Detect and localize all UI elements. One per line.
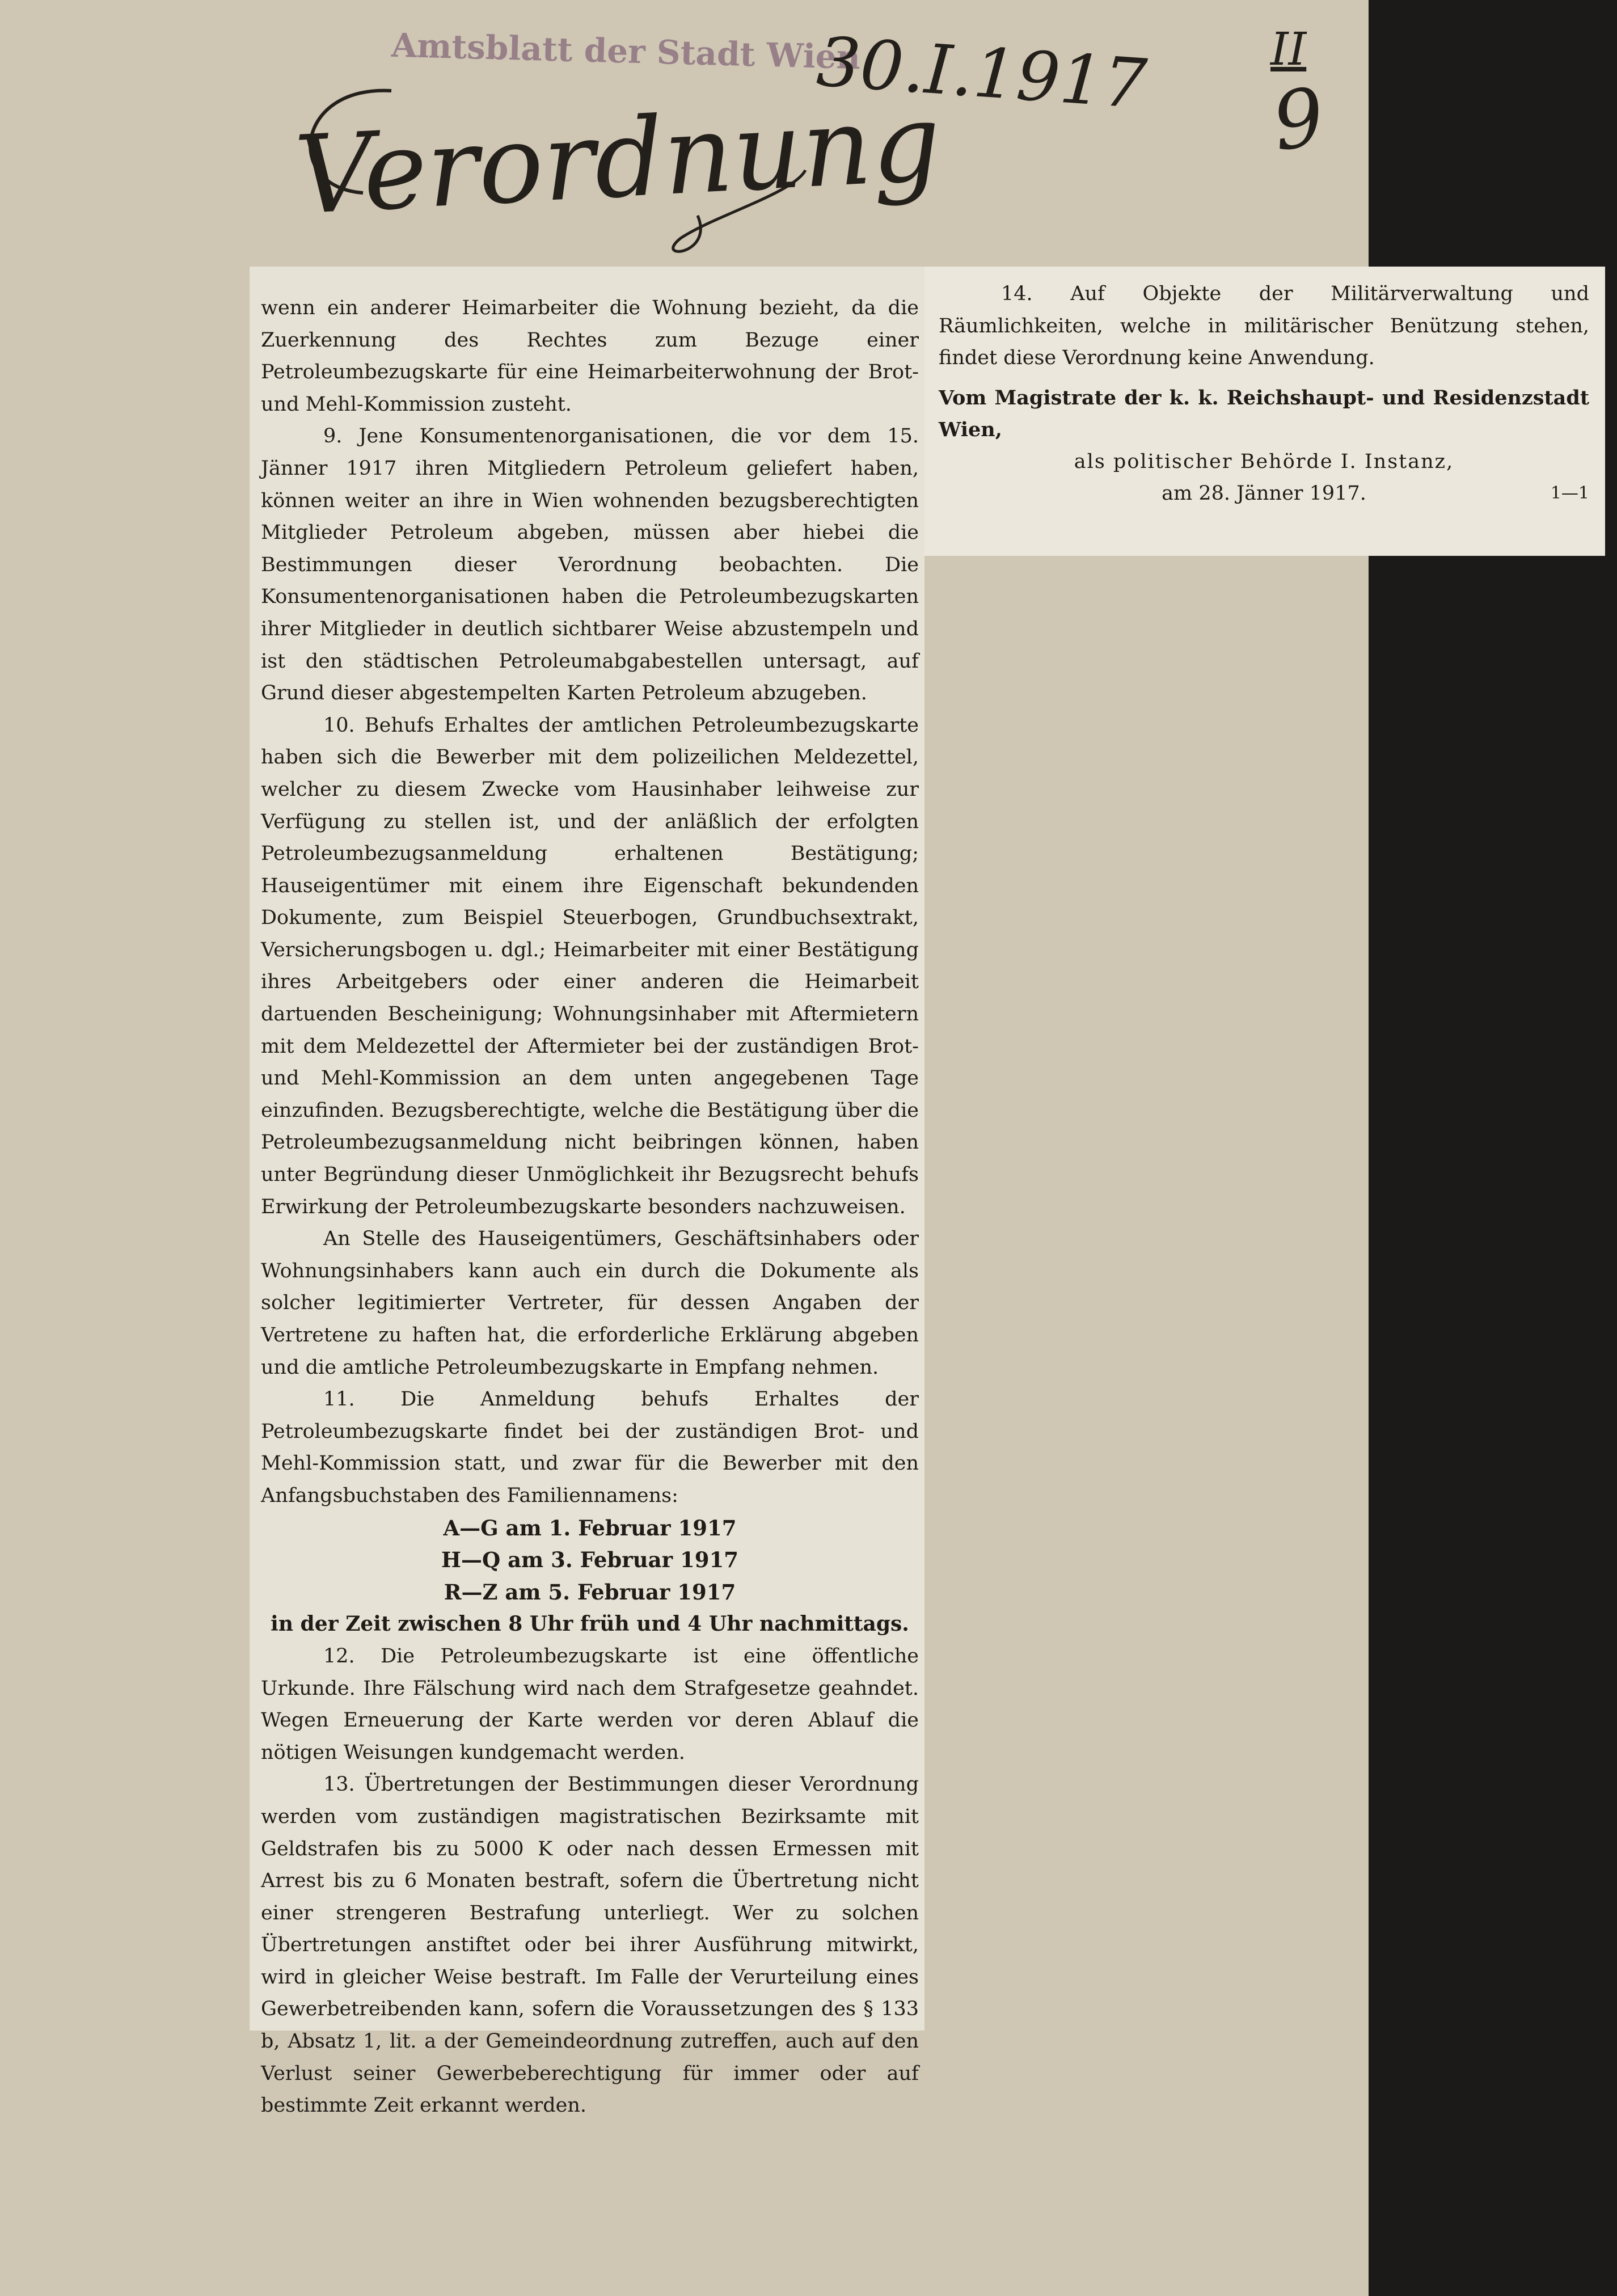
schedule-h-q: H—Q am 3. Februar 1917 — [441, 1547, 738, 1573]
right-column-clipping — [924, 267, 1605, 556]
handwriting-flourish — [0, 0, 1369, 267]
handwritten-number: 9 — [1267, 70, 1330, 170]
publication-mark: 1—1 — [1550, 483, 1589, 503]
signature-date-line — [939, 478, 1589, 509]
paragraph-8-end: wenn ein anderer Heimarbeiter die Wohnung bezieht, da die Zuerkennung des Rechtes zum Bezuge einer Petroleumbezugskarte für eine Heimarbeiterwohnung der Brot- und Mehl-Kommission zusteht. — [261, 297, 919, 416]
paragraph-14: 14. Auf Objekte der Militärverwaltung und Räumlichkeiten, welche in militärischer Benützung stehen, findet diese Verordnung keine Anwendung. — [939, 282, 1589, 370]
paragraph-representative: An Stelle des Hauseigentümers, Geschäftsinhabers oder Wohnungsinhabers kann auch ein durch die Dokumente als solcher legitimierter Vertreter, für dessen Angaben der Vertretene zu haften hat, die erforderliche Erklärung abgeben und die amtliche Petroleumbezugskarte in Empfang nehmen. — [261, 1227, 919, 1379]
schedule-r-z: R—Z am 5. Februar 1917 — [444, 1579, 736, 1605]
paragraph-9: 9. Jene Konsumentenorganisationen, die vor dem 15. Jänner 1917 ihren Mitgliedern Petroleum geliefert haben, können weiter an ihre in Wien wohnenden bezugsberechtigten Mitglieder Petroleum abgeben, müssen aber hiebei die Bestimmungen dieser Verordnung beobachten. Die Konsumentenorganisationen haben die Petroleumbezugskarten ihrer Mitglieder in deutlich sichtbarer Weise abzustempeln und ist den städtischen Petroleumabgabestellen untersagt, auf Grund dieser abgestempelten Karten Petroleum abzugeben. — [261, 425, 919, 705]
handwritten-title: Verordnung — [292, 79, 944, 239]
paragraph-13: 13. Übertretungen der Bestimmungen dieser Verordnung werden vom zuständigen magistratischen Bezirksamte mit Geldstrafen bis zu 5000 K oder nach dessen Ermessen mit Arrest bis zu 6 Monaten bestraft, sofern die Übertretung nicht einer strengeren Bestrafung unterliegt. Wer zu solchen Übertretungen anstiftet oder bei ihrer Ausführung mitwirkt, wird in gleicher Weise bestraft. Im Falle der Verurteilung eines Gewerbetreibenden kann, sofern die Voraussetzungen des § 133 b, Absatz 1, lit. a der Gemeindeordnung zutreffen, auch auf den Verlust seiner Gewerbeberechtigung für immer oder auf bestimmte Zeit erkannt werden. — [261, 1773, 919, 2117]
handwritten-roman-numeral: II — [1270, 23, 1307, 75]
signature-date: am 28. Jänner 1917. — [1162, 482, 1366, 505]
signature-authority: als politischer Behörde I. Instanz, — [1074, 450, 1454, 473]
left-column-clipping — [250, 267, 924, 2117]
paragraph-10: 10. Behufs Erhaltes der amtlichen Petroleumbezugskarte haben sich die Bewerber mit dem polizeilichen Meldezettel, welcher zu diesem Zwecke vom Hausinhaber leihweise zur Verfügung zu stellen ist, und der anläßlich der erfolgten Petroleumbezugsanmeldung erhaltenen Bestätigung; Hauseigentümer mit einem ihre Eigenschaft bekundenden Dokumente, zum Beispiel Steuerbogen, Grundbuchsextrakt, Versicherungsbogen u. dgl.; Heimarbeiter mit einer Bestätigung ihres Arbeitgebers oder einer anderen die Heimarbeit dartuenden Bescheinigung; Wohnungsinhaber mit Aftermietern mit dem Meldezettel der Aftermieter bei der zuständigen Brot- und Mehl-Kommission an dem unten angegebenen Tage einzufinden. Bezugsberechtigte, welche die Bestätigung über die Petroleumbezugsanmeldung nicht beibringen können, haben unter Begründung dieser Unmöglichkeit ihr Bezugsrecht behufs Erwirkung der Petroleumbezugskarte besonders nachzuweisen. — [261, 714, 919, 1218]
signature-heading: Vom Magistrate der k. k. Reichshaupt- und Residenzstadt Wien, — [939, 386, 1589, 441]
schedule-times: in der Zeit zwischen 8 Uhr früh und 4 Uhr nachmittags. — [271, 1612, 909, 1636]
schedule-a-g: A—G am 1. Februar 1917 — [443, 1515, 737, 1540]
archive-stamp: Amtsblatt der Stadt Wien — [391, 26, 861, 77]
paragraph-11: 11. Die Anmeldung behufs Erhaltes der Petroleumbezugskarte findet bei der zuständigen Brot- und Mehl-Kommission statt, und zwar für die Bewerber mit den Anfangsbuchstaben des Familiennamens: — [261, 1388, 919, 1507]
paragraph-12: 12. Die Petroleumbezugskarte ist eine öffentliche Urkunde. Ihre Fälschung wird nach dem Strafgesetze geahndet. Wegen Erneuerung der Karte werden vor deren Ablauf die nötigen Weisungen kundgemacht werden. — [261, 1644, 919, 1764]
handwritten-date: 30.I.1917 — [814, 22, 1149, 125]
